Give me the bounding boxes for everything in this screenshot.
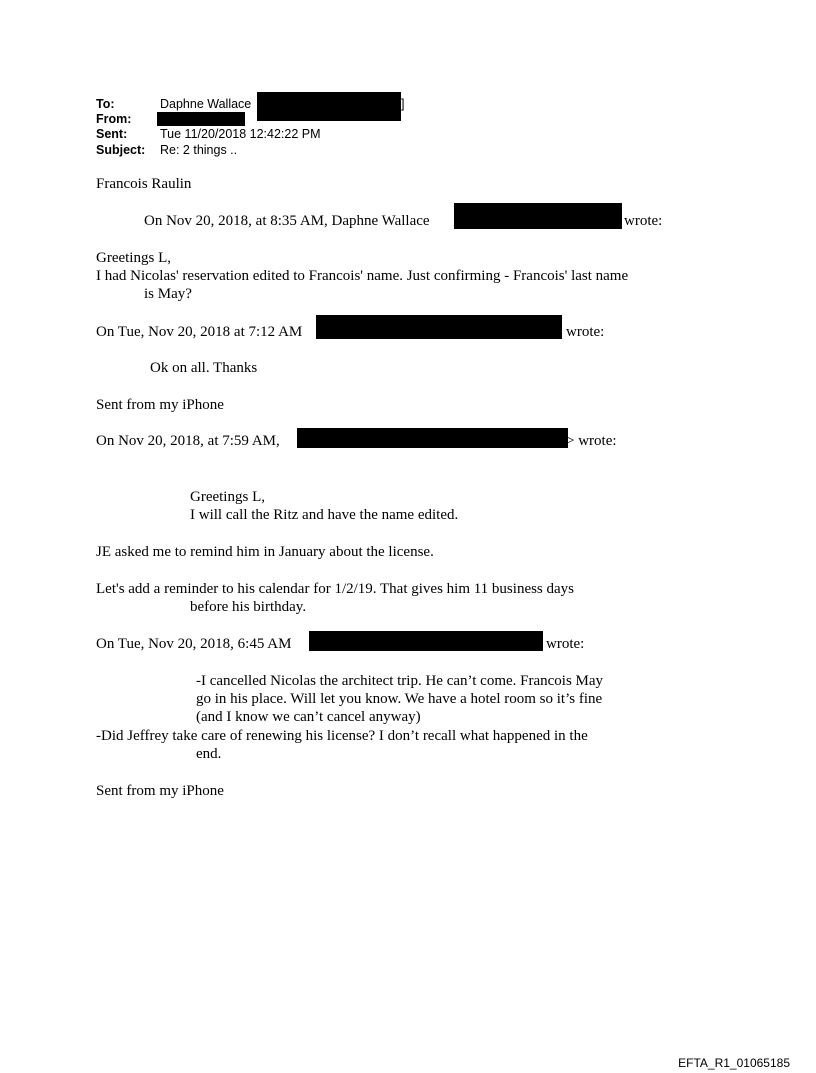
subject-value: Re: 2 things .. <box>160 143 238 157</box>
redaction-box <box>454 203 622 229</box>
message-line: I will call the Ritz and have the name edited. <box>190 507 459 523</box>
redaction-box <box>297 428 568 448</box>
to-value: Daphne Wallace <box>160 97 252 111</box>
from-label: From: <box>96 112 132 126</box>
quote-header-suffix: wrote: <box>624 213 663 229</box>
quote-header: On Tue, Nov 20, 2018 at 7:12 AM <box>96 324 303 340</box>
redaction-box <box>316 315 562 339</box>
to-trailing: ] <box>401 97 405 111</box>
to-label: To: <box>96 97 115 111</box>
message-line: end. <box>196 746 222 762</box>
quote-header: On Nov 20, 2018, at 7:59 AM, <box>96 433 280 449</box>
quote-header-suffix: wrote: <box>546 636 585 652</box>
redaction-box <box>309 631 543 651</box>
message-line: go in his place. Will let you know. We have a hotel room so it’s fine <box>196 691 603 707</box>
message-line: Greetings L, <box>96 250 171 266</box>
signature-name: Francois Raulin <box>96 176 192 192</box>
message-line: (and I know we can’t cancel anyway) <box>196 709 421 725</box>
sent-label: Sent: <box>96 127 128 141</box>
message-line: I had Nicolas' reservation edited to Francois' name. Just confirming - Francois' last name <box>96 268 629 284</box>
message-line: JE asked me to remind him in January about the license. <box>96 544 434 560</box>
message-line: Sent from my iPhone <box>96 783 224 799</box>
quote-header: On Tue, Nov 20, 2018, 6:45 AM <box>96 636 292 652</box>
quote-header-suffix: wrote: <box>566 324 605 340</box>
redaction-box <box>257 92 401 121</box>
message-line: Sent from my iPhone <box>96 397 224 413</box>
message-line: -I cancelled Nicolas the architect trip. He can’t come. Francois May <box>196 673 604 689</box>
message-line: Ok on all. Thanks <box>150 360 258 376</box>
quote-header: On Nov 20, 2018, at 8:35 AM, Daphne Wallace <box>144 213 430 229</box>
document-id: EFTA_R1_01065185 <box>678 1056 790 1070</box>
message-line: Let's add a reminder to his calendar for 1/2/19. That gives him 11 business days <box>96 581 575 597</box>
message-line: Greetings L, <box>190 489 265 505</box>
message-line: is May? <box>144 286 192 302</box>
subject-label: Subject: <box>96 143 146 157</box>
redaction-box <box>157 112 245 126</box>
quote-header-suffix: > wrote: <box>566 433 617 449</box>
sent-value: Tue 11/20/2018 12:42:22 PM <box>160 127 321 141</box>
message-line: before his birthday. <box>190 599 307 615</box>
message-line: -Did Jeffrey take care of renewing his license? I don’t recall what happened in the <box>96 728 588 744</box>
